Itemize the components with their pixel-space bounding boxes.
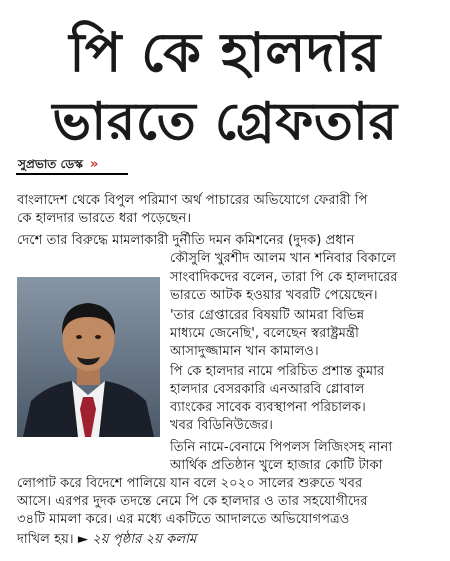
body-line: মাধ্যমে জেনেছি', বলেছেন স্বরাষ্ট্রমন্ত্রী	[170, 326, 359, 341]
headline-line-2: ভারতে গ্রেফতার	[52, 92, 398, 152]
body-line: কে হালদার ভারতে ধরা পড়েছেন।	[17, 211, 192, 226]
body-line: ৩৪টি মামলা করে। এর মধ্যে একটিতে আদালতে অভিযোগপত্রও	[17, 512, 350, 527]
body-line: সাংবাদিকদের বলেন, তারা পি কে হালদারের	[170, 270, 398, 285]
body-line: লোপাট করে বিদেশে পালিয়ে যান বলে ২০২০ সালের শুরুতে খবর	[17, 476, 363, 491]
portrait-photo	[17, 277, 160, 437]
body-line-final	[17, 531, 196, 549]
continuation-link[interactable]: ► ২য় পৃষ্ঠার ২য় কলাম	[77, 532, 197, 547]
body-line-final-text: দাখিল হয়।	[17, 532, 74, 547]
body-line: দেশে তার বিরুদ্ধে মামলাকারী দুর্নীতি দমন কমিশনের (দুদক) প্রধান	[17, 233, 355, 248]
body-line: পি কে হালদার নামে পরিচিত প্রশান্ত কুমার	[170, 364, 385, 379]
body-line: তিনি নামে-বেনামে পিপলস লিজিংসহ নানা	[170, 440, 393, 455]
headline-line-1: পি কে হালদার	[69, 21, 381, 84]
byline-divider	[16, 173, 128, 175]
body-line: আসে। এরপর দুদক তদন্তে নেমে পি কে হালদার ও তার সহযোগীদের	[17, 494, 368, 509]
byline-desk-label: সুপ্রভাত ডেস্ক	[18, 157, 83, 171]
body-line: ব্যাংকের সাবেক ব্যবস্থাপনা পরিচালক।	[170, 400, 366, 415]
body-line: হালদার বেসরকারি এনআরবি গ্লোবাল	[170, 382, 365, 397]
body-line: আর্থিক প্রতিষ্ঠান খুলে হাজার কোটি টাকা	[170, 458, 383, 473]
body-line: 'তার গ্রেপ্তারের বিষয়টি আমরা বিভিন্ন	[170, 308, 365, 323]
body-line: বাংলাদেশ থেকে বিপুল পরিমাণ অর্থ পাচারের অভিযোগে ফেরারী পি	[17, 193, 368, 208]
body-line: খবর বিডিনিউজের।	[170, 418, 274, 433]
body-line: আসাদুজ্জামান খান কামালও।	[170, 344, 319, 359]
body-line: কৌসুলি খুরশীদ আলম খান শনিবার বিকালে	[170, 251, 397, 266]
byline-arrows-icon: »	[90, 157, 99, 172]
body-line: ভারতে আটক হওয়ার খবরটি পেয়েছেন।	[170, 288, 378, 303]
